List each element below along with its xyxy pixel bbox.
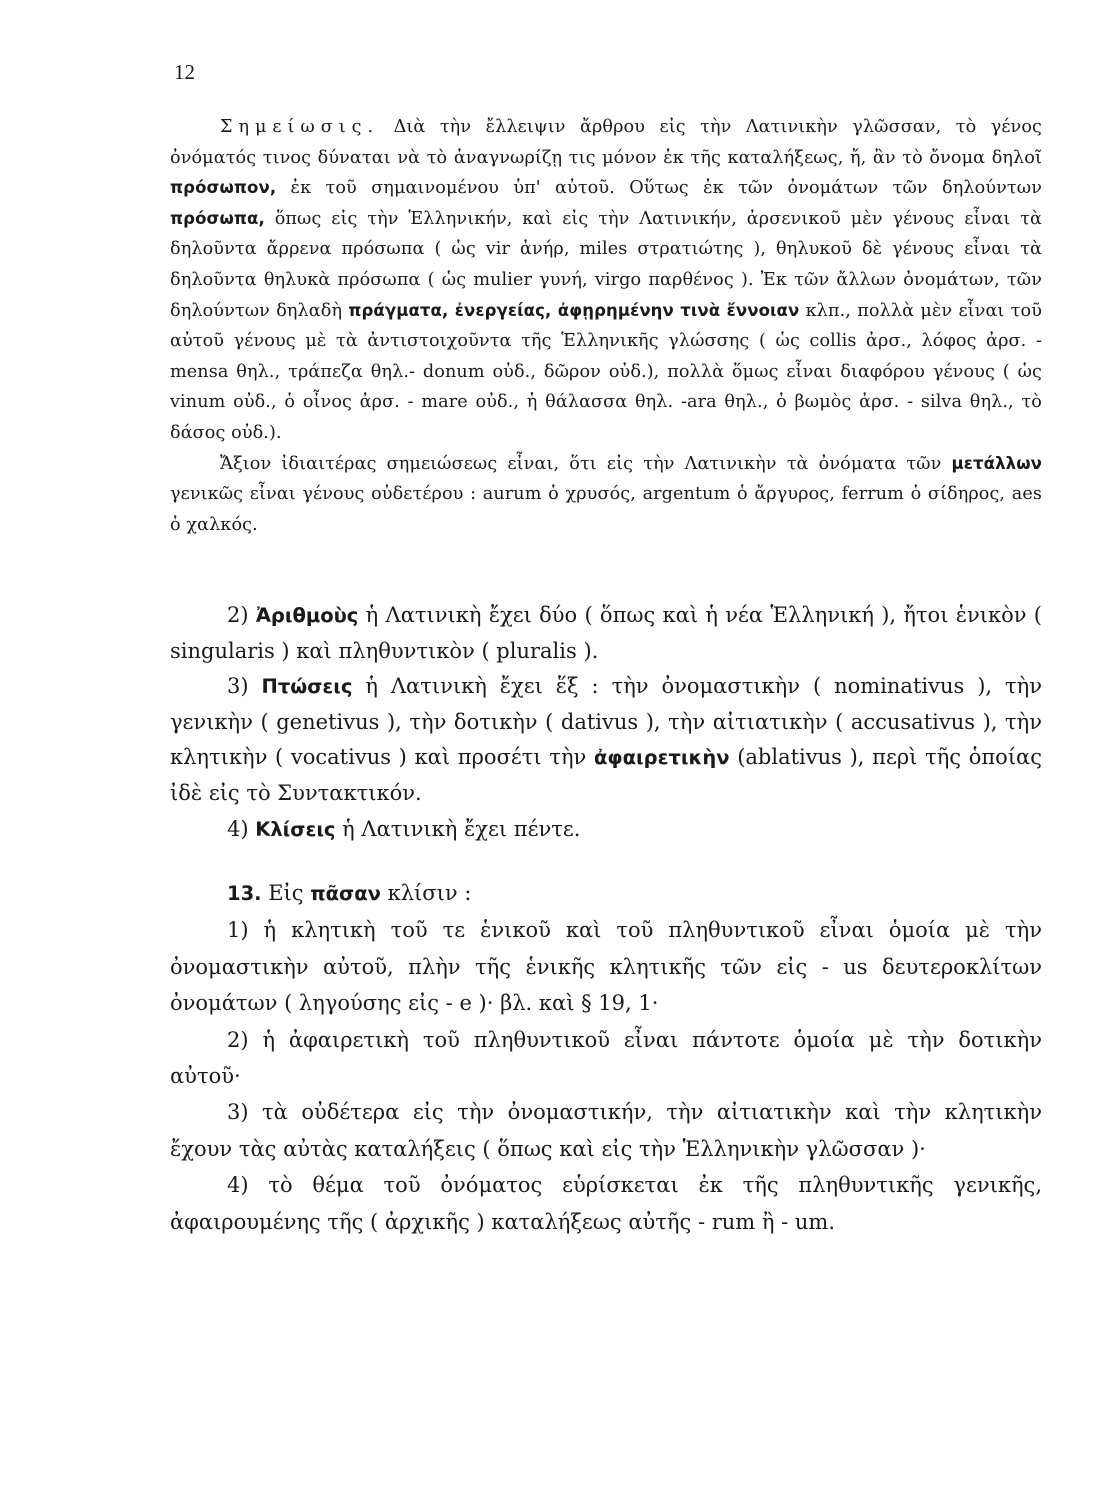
paragraph-text: ἡ Λατινικὴ ἔχει δύο ( ὅπως καὶ ἡ νέα Ἑλληνική ), ἤτοι ἑνικὸν ( singularis ) καὶ πληθυντικὸν ( pluralis ). — [170, 603, 1042, 663]
paragraph-3 — [170, 669, 1042, 811]
section-heading-text: Εἰς — [261, 881, 311, 905]
section-heading — [170, 875, 1042, 912]
note-text: Ἄξιον ἰδιαιτέρας σημειώσεως εἶναι, ὅτι εἰς τὴν Λατινικὴν τὰ ὀνόματα τῶν — [220, 453, 952, 474]
page-number: 12 — [174, 60, 195, 84]
note-bold-term: πρόσωπον, — [170, 178, 277, 198]
note-paragraph-2 — [170, 449, 1042, 541]
item-number: 3) — [227, 674, 262, 699]
list-item: 4) τὸ θέμα τοῦ ὀνόματος εὑρίσκεται ἐκ τῆς πληθυντικῆς γενικῆς, ἀφαιρουμένης τῆς ( ἀρχικῆς ) καταλήξεως αὐτῆς - rum ἢ - um. — [170, 1173, 1042, 1234]
bold-term: ἀφαιρετικὴν — [593, 746, 730, 770]
paragraph-text: ἡ Λατινικὴ ἔχει πέντε. — [335, 816, 581, 841]
section-number: 13. — [227, 882, 262, 905]
paragraph-text: (ablativus ), περὶ τῆς ὁποίας ἰδὲ εἰς τὸ Συντακτικόν. — [170, 745, 1042, 805]
note-text: γενικῶς εἶναι γένους οὐδετέρου : aurum ὁ χρυσός, argentum ὁ ἄργυρος, ferrum ὁ σίδηρος, aes ὁ χαλκός. — [170, 484, 1042, 535]
note-text: κλπ., πολλὰ μὲν εἶναι τοῦ αὐτοῦ γένους μὲ τὰ ἀντιστοιχοῦντα τῆς Ἑλληνικῆς γλώσσης ( ὡς collis ἀρσ., λόφος ἀρσ. - mensa θηλ., τράπεζα θηλ.- donum οὐδ., δῶρον οὐδ.), πολλὰ ὅμως εἶναι διαφόρου γένους ( ὡς vinum οὐδ., ὁ οἶνος ἀρσ. - mare οὐδ., ἡ θάλασσα θηλ. -ara θηλ., ὁ βωμὸς ἀρσ. - silva θηλ., τὸ δάσος οὐδ.). — [170, 300, 1043, 443]
note-paragraph-1 — [170, 112, 1042, 449]
bold-term: πᾶσαν — [310, 882, 381, 905]
note-bold-term: πράγματα, ἐνεργείας, ἀφῃρημένην τινὰ ἔννοιαν — [348, 300, 800, 320]
paragraph-text: ἡ Λατινικὴ ἔχει ἕξ : τὴν ὀνομαστικὴν ( nominativus ), τὴν γενικὴν ( genetivus ), τὴν δοτικὴν ( dativus ), τὴν αἰτιατικὴν ( accusativus ), τὴν κλητικὴν ( vocativus ) καὶ προσέτι τὴν — [170, 674, 1042, 770]
list-item: 1) ἡ κλητικὴ τοῦ τε ἑνικοῦ καὶ τοῦ πληθυντικοῦ εἶναι ὁμοία μὲ τὴν ὀνομαστικὴν αὐτοῦ, πλὴν τῆς ἑνικῆς κλητικῆς τῶν εἰς - us δευτεροκλίτων ὀνομάτων ( ληγούσης εἰς - e )· βλ. καὶ § 19, 1· — [170, 918, 1042, 1016]
item-number: 4) — [227, 816, 256, 841]
note-bold-term: πρόσωπα, — [170, 208, 265, 228]
note-text: ἐκ τοῦ σημαινομένου ὑπ' αὐτοῦ. Οὕτως ἐκ τῶν ὀνομάτων τῶν δηλούντων — [276, 178, 1042, 199]
bold-term: Πτώσεις — [261, 675, 353, 699]
bold-term: Ἀριθμοὺς — [255, 604, 359, 627]
list-item: 2) ἡ ἀφαιρετικὴ τοῦ πληθυντικοῦ εἶναι πάντοτε ὁμοία μὲ τὴν δοτικὴν αὐτοῦ· — [170, 1027, 1042, 1089]
note-text: ὅπως εἰς τὴν Ἑλληνικήν, καὶ εἰς τὴν Λατινικήν, ἀρσενικοῦ μὲν γένους εἶναι τὰ δηλοῦντα ἄρρενα πρόσωπα ( ὡς vir ἀνήρ, miles στρατιώτης ), θηλυκοῦ δὲ γένους εἶναι τὰ δηλοῦντα θηλυκὰ πρόσωπα ( ὡς mulier γυνή, virgo παρθένος ). Ἐκ τῶν ἄλλων ὀνομάτων, τῶν δηλούντων δηλαδὴ — [170, 208, 1042, 321]
paragraph-2 — [170, 598, 1042, 669]
note-heading: Σημείωσις. — [220, 117, 380, 137]
list-item: 3) τὰ οὐδέτερα εἰς τὴν ὀνομαστικήν, τὴν αἰτιατικὴν καὶ τὴν κλητικὴν ἔχουν τὰς αὐτὰς καταλήξεις ( ὅπως καὶ εἰς τὴν Ἑλληνικὴν γλῶσσαν )· — [170, 1100, 1042, 1161]
bold-term: Κλίσεις — [255, 817, 336, 841]
section-heading-text: κλίσιν : — [380, 881, 472, 905]
section-13 — [170, 875, 1042, 1240]
main-text — [170, 598, 1042, 847]
note-bold-term: μετάλλων — [951, 453, 1042, 473]
paragraph-4 — [170, 812, 1042, 848]
note-text: Διὰ τὴν ἔλλειψιν ἄρθρου εἰς τὴν Λατινικὴν γλῶσσαν, τὸ γένος ὀνόματός τινος δύναται νὰ τὸ ἀναγνωρίζῃ τις μόνον ἐκ τῆς καταλήξεως, ἤ, ἂν τὸ ὄνομα δηλοῖ — [170, 117, 1042, 168]
note-block — [170, 112, 1042, 540]
item-number: 2) — [227, 603, 256, 627]
